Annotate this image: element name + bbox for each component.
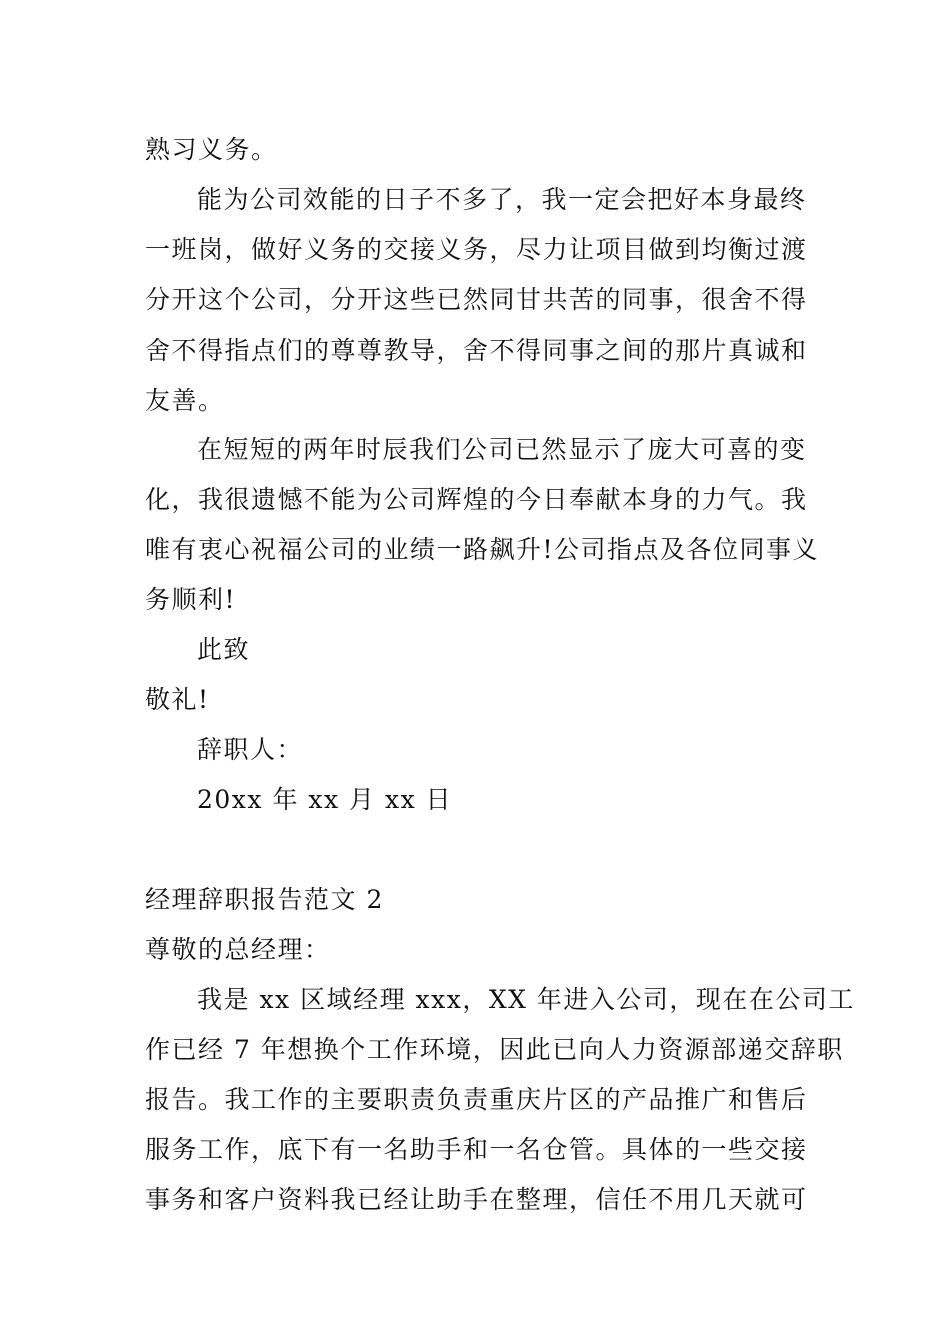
- paragraph-line: 分开这个公司，分开这些已然同甘共苦的同事，很舍不得: [145, 285, 808, 314]
- salutation: 尊敬的总经理：: [145, 935, 331, 964]
- paragraph-line: 事务和客户资料我已经让助手在整理，信任不用几天就可: [145, 1185, 808, 1214]
- closing-ci-zhi: 此致: [197, 635, 251, 664]
- paragraph-line: 服务工作，底下有一名助手和一名仓管。具体的一些交接: [145, 1135, 808, 1164]
- paragraph-line: 舍不得指点们的尊尊教导，舍不得同事之间的那片真诚和: [145, 336, 808, 365]
- closing-jing-li: 敬礼!: [145, 685, 210, 714]
- signature-date: 20xx 年 xx 月 xx 日: [197, 785, 453, 814]
- section-title: 经理辞职报告范文 2: [145, 885, 384, 914]
- paragraph-line: 在短短的两年时辰我们公司已然显示了庞大可喜的变: [197, 435, 807, 464]
- paragraph-line: 化，我很遗憾不能为公司辉煌的今日奉献本身的力气。我: [145, 485, 808, 514]
- paragraph-line: 报告。我工作的主要职责负责重庆片区的产品推广和售后: [145, 1085, 808, 1114]
- paragraph-line: 一班岗，做好义务的交接义务，尽力让项目做到均衡过渡: [145, 235, 808, 264]
- paragraph-line: 友善。: [145, 386, 225, 415]
- paragraph-line: 熟习义务。: [145, 135, 278, 164]
- signer-label: 辞职人：: [197, 735, 304, 764]
- paragraph-line: 能为公司效能的日子不多了，我一定会把好本身最终: [197, 185, 807, 214]
- paragraph-line: 作已经 7 年想换个工作环境，因此已向人力资源部递交辞职: [145, 1035, 844, 1064]
- paragraph-line: 唯有衷心祝福公司的业绩一路飙升!公司指点及各位同事义: [145, 535, 820, 564]
- paragraph-line: 务顺利!: [145, 585, 237, 614]
- paragraph-line: 我是 xx 区域经理 xxx，XX 年进入公司，现在在公司工: [197, 985, 855, 1014]
